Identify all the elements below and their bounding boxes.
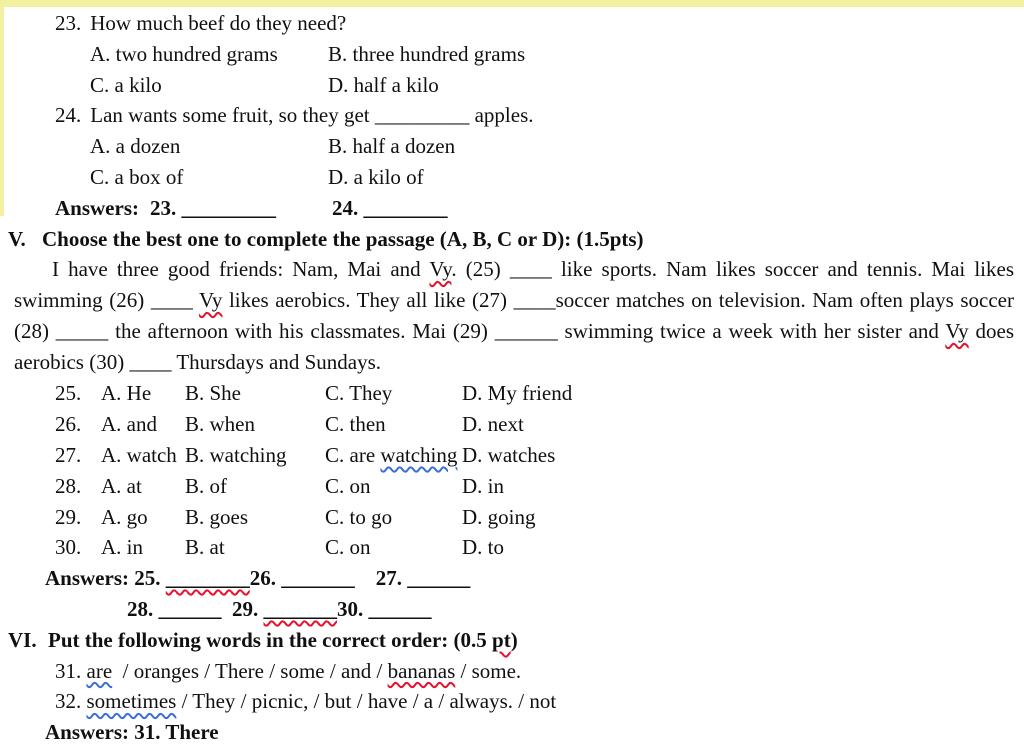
- option-d: D. next: [462, 412, 524, 437]
- text-segment: ): [510, 627, 518, 652]
- item-number: 26.: [55, 412, 82, 437]
- mc-row-29: [55, 502, 1024, 533]
- question-24-options-row-2: [90, 162, 1024, 193]
- text-segment: 30. ______: [337, 596, 432, 621]
- spellcheck-red-word: _______: [263, 596, 337, 621]
- text-segment: Answers: 25.: [45, 566, 166, 591]
- spellcheck-red-word: ________: [165, 566, 250, 591]
- question-23: [55, 8, 1024, 39]
- item-number: 25.: [55, 381, 82, 406]
- answers-23-24: [55, 193, 1024, 224]
- section-vi-numeral: VI.: [8, 627, 37, 652]
- text-segment: 26. _______ 27. ______: [249, 566, 471, 591]
- answer-blank-24: 24. ________: [332, 195, 448, 220]
- spellcheck-blue-word: sometimes: [86, 689, 177, 714]
- question-24-option-b: B. half a dozen: [328, 134, 456, 159]
- option-b: B. when: [185, 412, 255, 437]
- question-24-option-d: D. a kilo of: [328, 164, 424, 189]
- spellcheck-red-word: pt: [492, 627, 511, 652]
- spellcheck-blue-word: watching: [380, 442, 458, 467]
- question-24-option-c: C. a box of: [90, 164, 184, 189]
- reorder-item-31: [55, 656, 1024, 687]
- question-23-options-row-1: [90, 39, 1024, 70]
- option-a: A. He: [101, 381, 152, 406]
- option-d: D. in: [462, 473, 504, 498]
- spellcheck-red-word: Vy: [199, 288, 223, 313]
- cloze-passage: [14, 254, 1014, 378]
- question-24-text: Lan wants some fruit, so they get _________ apples.: [90, 103, 534, 128]
- question-24-options-row-1: [90, 131, 1024, 162]
- text-segment: 28. ______ 29.: [127, 596, 264, 621]
- answers-31-partial: Answers: 31. There: [45, 720, 219, 745]
- option-c: [325, 440, 462, 471]
- mc-row-27: [55, 440, 1024, 471]
- option-b: B. at: [185, 535, 225, 560]
- option-c: C. on: [325, 535, 371, 560]
- text-segment: / They / picnic, / but / have / a / always. / not: [176, 689, 557, 714]
- question-23-option-d: D. half a kilo: [328, 72, 439, 97]
- question-24: [55, 100, 1024, 131]
- option-d: D. going: [462, 504, 536, 529]
- option-d: D. watches: [462, 442, 556, 467]
- text-segment: Put the following words in the correct order: (0.5: [48, 627, 493, 652]
- item-number: 27.: [55, 442, 82, 467]
- section-vi-heading: [8, 625, 1024, 656]
- option-b: B. She: [185, 381, 242, 406]
- text-segment: / oranges / There / some / and /: [112, 658, 388, 683]
- spellcheck-red-word: bananas: [387, 658, 456, 683]
- option-a: A. and: [101, 412, 157, 437]
- question-24-number: 24.: [55, 103, 82, 128]
- item-number: 28.: [55, 473, 82, 498]
- option-d: D. My friend: [462, 381, 573, 406]
- mc-row-28: [55, 471, 1024, 502]
- option-a: A. watch: [101, 442, 177, 467]
- question-23-option-c: C. a kilo: [90, 72, 162, 97]
- option-a: A. at: [101, 473, 142, 498]
- text-segment: 32.: [55, 689, 87, 714]
- question-23-number: 23.: [55, 11, 82, 35]
- answers-28-30: [127, 594, 1024, 625]
- item-number: 30.: [55, 535, 82, 560]
- question-23-options-row-2: [90, 70, 1024, 101]
- question-23-option-b: B. three hundred grams: [328, 41, 526, 66]
- mc-row-30: [55, 532, 1024, 563]
- text-segment: C. are: [325, 442, 381, 467]
- option-b: B. goes: [185, 504, 248, 529]
- question-23-text: How much beef do they need?: [90, 11, 347, 35]
- spellcheck-blue-word: are: [86, 658, 113, 683]
- mc-row-26: [55, 409, 1024, 440]
- spellcheck-red-word: Vy: [945, 319, 969, 344]
- spellcheck-red-word: Vy: [429, 257, 452, 282]
- option-c: C. then: [325, 412, 386, 437]
- option-a: A. go: [101, 504, 148, 529]
- text-segment: I have three good friends: Nam, Mai and: [52, 257, 430, 282]
- page-left-edge: [0, 0, 4, 216]
- answers-25-27: [45, 563, 1024, 594]
- text-segment: . (25) ____ like sports. Nam likes soccer and tennis. Mai likes swimming (26) ____: [14, 257, 1015, 313]
- option-d: D. to: [462, 535, 504, 560]
- section-v-heading: [8, 224, 1024, 255]
- section-v-numeral: V.: [8, 226, 26, 251]
- option-b: B. of: [185, 473, 227, 498]
- section-v-title: Choose the best one to complete the passage (A, B, C or D): (1.5pts): [42, 226, 644, 251]
- section-vi-title: [48, 625, 1024, 656]
- text-segment: 31.: [55, 658, 87, 683]
- answer-blank-23: 23. _________: [150, 195, 276, 220]
- option-a: A. in: [101, 535, 143, 560]
- mc-row-25: [55, 378, 1024, 409]
- answers-label: Answers:: [55, 195, 139, 220]
- item-number: 29.: [55, 504, 82, 529]
- option-b: B. watching: [185, 442, 287, 467]
- page-top-edge: [0, 0, 1024, 7]
- text-segment: does aerobics (30) ____ Thursdays and Sundays.: [14, 319, 1014, 375]
- text-segment: / some.: [455, 658, 522, 683]
- question-24-option-a: A. a dozen: [90, 134, 181, 159]
- reorder-item-32: [55, 686, 1024, 717]
- option-c: C. to go: [325, 504, 393, 529]
- option-c: C. They: [325, 381, 393, 406]
- text-segment: likes aerobics. They all like (27) ____soccer matches on television. Nam often plays soccer (28) _____ the afternoon with his classmates. Mai (29) ______ swimming twice a week with her sister and: [14, 288, 1014, 344]
- option-c: C. on: [325, 473, 371, 498]
- question-23-option-a: A. two hundred grams: [90, 41, 278, 66]
